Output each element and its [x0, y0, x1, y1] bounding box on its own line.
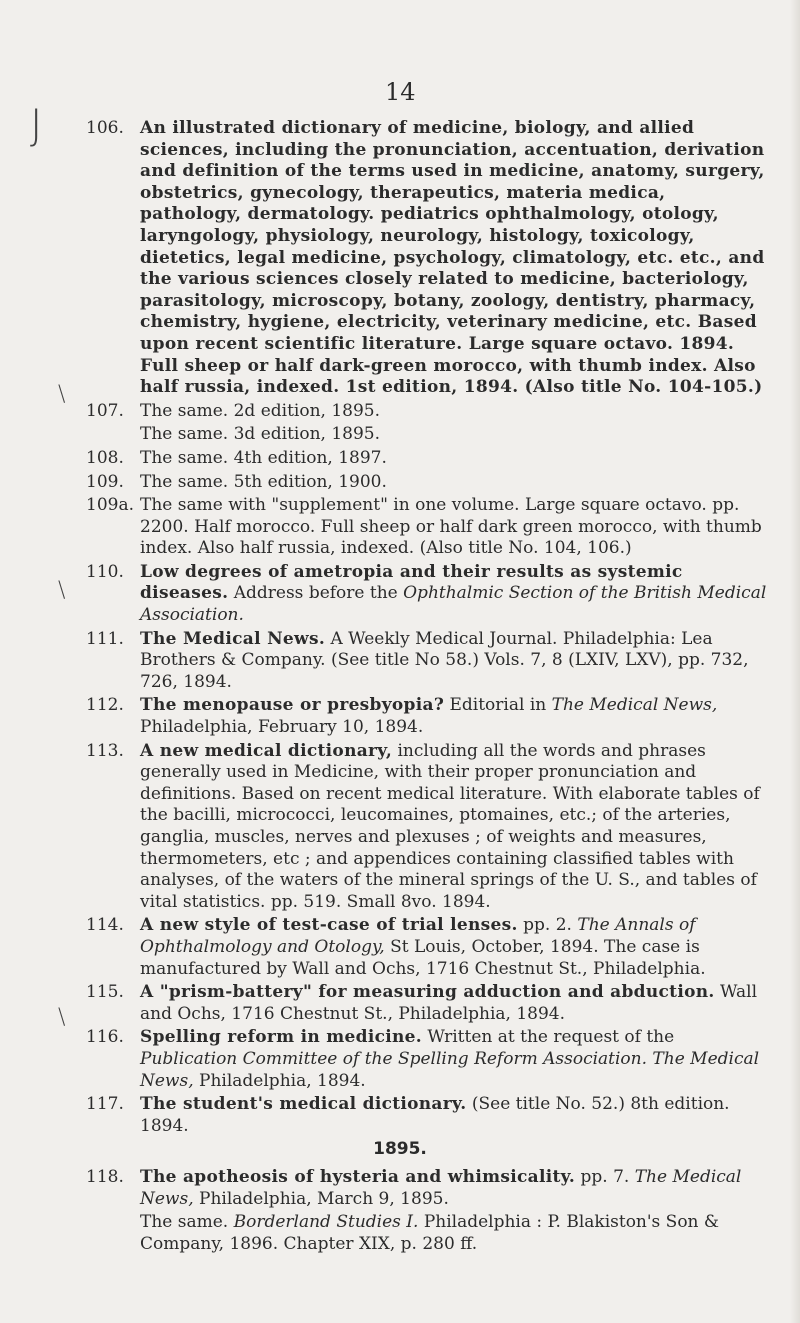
page-number: 14: [385, 78, 416, 106]
entry-body: The same. 4th edition, 1897.: [140, 447, 387, 468]
entry-title: Spelling reform in medicine.: [140, 1027, 422, 1048]
entry-body: Written at the request of the: [427, 1027, 675, 1048]
entry-number: 113.: [86, 740, 124, 761]
entry-117: [0, 1094, 800, 1137]
entry-109: [0, 472, 800, 494]
entry-tail: St Louis, October, 1894. The case is manufactured by Wall and Ochs, 1716 Chestnut St., Philadelphia.: [140, 936, 706, 979]
entry-109a: [0, 495, 800, 560]
entry-italic: Ophthalmic Section of the British Medical Association.: [140, 583, 767, 626]
entry-111: [0, 629, 800, 694]
entry-body: A Weekly Medical Journal. Philadelphia: Lea Brothers & Company. (See title No 58.) Vols. 7, 8 (LXIV, LXV), pp. 732, 726, 1894.: [140, 628, 749, 692]
entry-title: Low degrees of ametropia and their results as systemic diseases.: [140, 561, 683, 604]
entry-113: [0, 741, 800, 914]
entry-title: The Medical News.: [140, 628, 326, 649]
entry-tail: Philadelphia, 1894.: [199, 1070, 366, 1091]
entry-number: 111.: [86, 628, 124, 649]
entry-title: The menopause or presbyopia?: [140, 695, 445, 716]
entry-body: Address before the: [233, 583, 398, 604]
entry-115: [0, 982, 800, 1025]
entry-number: 110.: [86, 561, 124, 582]
entry-body: The same.: [140, 1212, 229, 1233]
entry-tail: Philadelphia, March 9, 1895.: [199, 1188, 449, 1209]
entry-italic: The Medical News,: [140, 1166, 742, 1209]
margin-slash-mark: \: [58, 382, 66, 407]
entry-italic: The Annals of Ophthalmology and Otology,: [140, 915, 696, 957]
entry-number: 106.: [86, 118, 124, 138]
entry-number: 115.: [86, 982, 124, 1003]
entry-body: pp. 2.: [523, 915, 572, 936]
entry-title: A "prism-battery" for measuring adduction and abduction.: [140, 982, 715, 1003]
entry-number: 112.: [86, 695, 124, 716]
year-heading: 1895.: [373, 1139, 427, 1160]
entry-body: The same. 3d edition, 1895.: [140, 424, 381, 445]
entry-number: 109a.: [86, 495, 134, 516]
entry-title: The student's medical dictionary.: [140, 1094, 467, 1115]
entry-number: 114.: [86, 915, 124, 936]
entry-number: 107.: [86, 400, 124, 421]
entry-110: [0, 562, 800, 627]
entry-116: [0, 1027, 800, 1092]
entry-118: [0, 1167, 800, 1210]
entry-title: The apotheosis of hysteria and whimsicality.: [140, 1166, 576, 1187]
entry-107-cont: [0, 424, 800, 446]
entry-body: The same. 2d edition, 1895.: [140, 400, 381, 421]
entry-body: Editorial in: [449, 695, 547, 716]
entry-112: [0, 695, 800, 738]
margin-check-mark: J: [30, 100, 43, 149]
entry-108: [0, 448, 800, 470]
entry-tail: Philadelphia : P. Blakiston's Son & Company, 1896. Chapter XIX, p. 280 ff.: [140, 1212, 720, 1254]
entry-body: (See title No. 52.) 8th edition. 1894.: [140, 1094, 730, 1136]
entry-title: A new style of test-case of trial lenses.: [140, 915, 518, 936]
entry-118-cont: [0, 1212, 800, 1255]
entry-body: pp. 7.: [580, 1166, 630, 1187]
entry-body: The same with "supplement" in one volume. Large square octavo. pp. 2200. Half morocco. Full sheep or half dark green morocco, with thumb index. Also half russia, indexed. (Also title No. 104, 106.): [140, 495, 762, 559]
margin-slash-mark: \: [58, 578, 66, 603]
entry-italic: Publication Committee of the Spelling Reform Association. The Medical News,: [140, 1048, 760, 1091]
entry-number: 109.: [86, 471, 124, 492]
entry-body: Wall and Ochs, 1716 Chestnut St., Philadelphia, 1894.: [140, 982, 758, 1024]
entry-italic: Borderland Studies I.: [233, 1212, 419, 1233]
entry-107: [0, 401, 800, 423]
entry-italic: The Medical News,: [551, 695, 718, 716]
entry-body: The same. 5th edition, 1900.: [140, 471, 387, 492]
margin-slash-mark: \: [58, 1005, 66, 1030]
entry-title: An illustrated dictionary of medicine, biology, and allied sciences, including the pronunciation, accentuation, derivation and definition of the terms used in medicine, anatomy, surgery, obstetrics, gynecology, therapeutics, materia medica, pathology, dermatology. pediatrics ophthalmology, otology, laryngology, physiology, neurology, histology, toxicology, dietetics, legal medicine, psychology, climatology, etc. etc., and the various sciences closely related to medicine, bacteriology, parasitology, microscopy, botany, zoology, dentistry, pharmacy, chemistry, hygiene, electricity, veterinary medicine, etc. Based upon recent scientific literature. Large square octavo. 1894. Full sheep or half dark-green morocco, with thumb index. Also half russia, indexed. 1st edition, 1894. (Also title No. 104-105.): [140, 118, 765, 398]
entry-106: [0, 118, 800, 399]
entry-number: 116.: [86, 1027, 124, 1048]
entry-number: 118.: [86, 1166, 124, 1187]
entry-title: A new medical dictionary,: [140, 740, 393, 761]
entry-114: [0, 915, 800, 980]
entry-tail: Philadelphia, February 10, 1894.: [140, 717, 424, 738]
entry-number: 117.: [86, 1094, 124, 1115]
entry-number: 108.: [86, 447, 124, 468]
entry-body: including all the words and phrases generally used in Medicine, with their proper pronunciation and definitions. Based on recent medical literature. With elaborate tables of the bacilli, micrococci, leucomaines, ptomaines, etc.; of the arteries, ganglia, muscles, nerves and plexuses ; of weights and measures, thermometers, etc ; and appendices containing classified tables with analyses, of the waters of the mineral springs of the U. S., and tables of vital statistics. pp. 519. Small 8vo. 1894.: [140, 740, 760, 912]
bibliography-list: [0, 118, 800, 1257]
